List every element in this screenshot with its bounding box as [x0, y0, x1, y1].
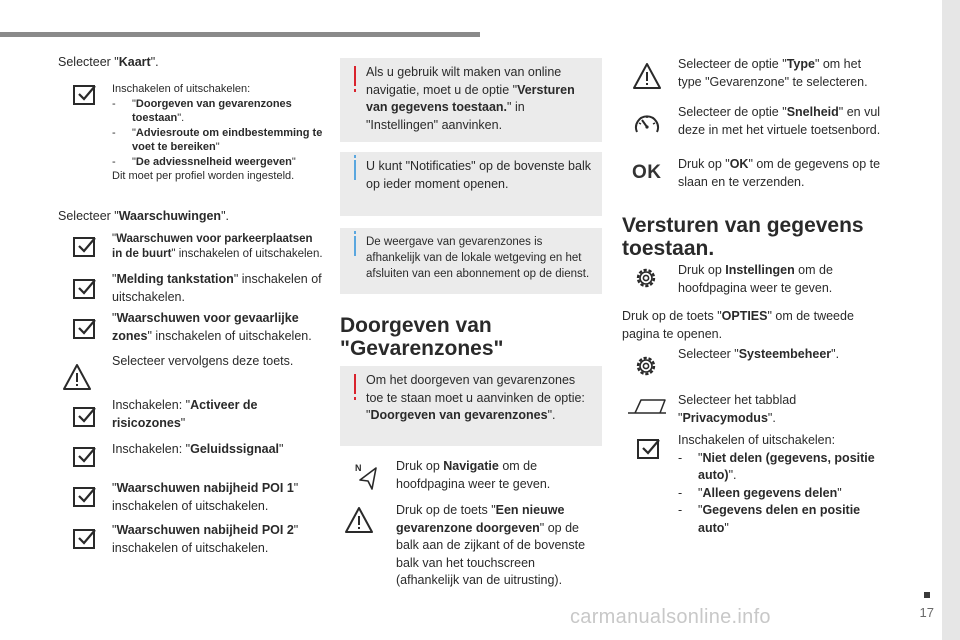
gear-icon: [632, 264, 660, 292]
info-note-notificaties: U kunt "Notificaties" op de bovenste balk op ieder moment openen.: [340, 152, 602, 216]
warning-bar: [354, 374, 356, 394]
checkbox-icon: [636, 436, 662, 462]
list-item: - "Adviesroute om eindbestemming te voet te bereiken": [112, 126, 323, 154]
side-marker: [924, 592, 930, 598]
vervolgens-text: Selecteer vervolgens deze toets.: [112, 354, 294, 368]
type-option: Selecteer de optie "Type" om het type "Gevarenzone" te selecteren.: [678, 57, 868, 89]
systeembeheer-text: Selecteer "Systeembeheer".: [678, 347, 840, 361]
nieuwe-gevarenzone-text: Druk op de toets "Een nieuwe gevarenzone doorgeven" op de balk aan de zijkant of de bovenste balk van het touchscreen (afhankelijk van de uitrusting).: [396, 503, 586, 587]
page-number: 17: [919, 605, 934, 620]
watermark: carmanualsonline.info: [570, 606, 771, 628]
info-note-weergave: De weergave van gevarenzones is afhankelijk van de lokale wetgeving en het afsluiten van een abonnement op de dienst.: [340, 228, 602, 294]
checkbox-icon: [72, 316, 98, 342]
info-bar: [354, 160, 356, 180]
info-bar: [354, 236, 356, 256]
navigatie-text: Druk op Navigatie om de hoofdpagina weer te geven.: [396, 459, 551, 491]
tab-icon: [626, 396, 668, 416]
privacy-options: [678, 432, 888, 537]
list-item: - "Doorgeven van gevarenzones toestaan".: [112, 97, 292, 125]
list-item: - "Alleen gegevens delen": [678, 485, 842, 500]
opties-text: Druk op de toets "OPTIES" om de tweede pagina te openen.: [622, 309, 854, 341]
kaart-options: [112, 82, 324, 184]
side-strip: [942, 0, 960, 640]
poi1-option: "Waarschuwen nabijheid POI 1" inschakelen of uitschakelen.: [112, 481, 299, 513]
ok-icon: OK: [632, 162, 662, 183]
gear-icon: [632, 352, 660, 380]
list-item: - "Niet delen (gegevens, positie auto)".: [678, 450, 875, 482]
warning-note-online: Als u gebruik wilt maken van online navigatie, moet u de optie "Versturen van gegevens toestaan." in "Instellingen" aanvinken.: [340, 58, 602, 142]
risicozones-option: Inschakelen: "Activeer de risicozones": [112, 398, 258, 430]
checkbox-icon: [72, 404, 98, 430]
geluid-option: Inschakelen: "Geluidssignaal": [112, 442, 284, 456]
options-intro: Inschakelen of uitschakelen:: [678, 433, 836, 447]
svg-text:N: N: [355, 463, 362, 473]
snelheid-option: Selecteer de optie "Snelheid" en vul deze in met het virtuele toetsenbord.: [678, 105, 881, 137]
ok-text: Druk op "OK" om de gegevens op te slaan en te verzenden.: [678, 157, 881, 189]
warning-note-doorgeven: Om het doorgeven van gevarenzones toe te staan moet u aanvinken de optie: "Doorgeven van gevarenzones".: [340, 366, 602, 446]
options-note: Dit moet per profiel worden ingesteld.: [112, 170, 295, 183]
checkbox-icon: [72, 234, 98, 260]
checkbox-icon: [72, 82, 98, 108]
speedometer-icon: [632, 110, 662, 140]
top-rule: [0, 32, 480, 37]
warning-triangle-icon: [344, 506, 374, 534]
section-heading-gevarenzones: Doorgeven van "Gevarenzones": [340, 314, 504, 361]
list-item: - "De adviessnelheid weergeven": [112, 155, 296, 168]
gevaarlijke-option: "Waarschuwen voor gevaarlijke zones" inschakelen of uitschakelen.: [112, 311, 312, 343]
checkbox-icon: [72, 484, 98, 510]
checkbox-icon: [72, 276, 98, 302]
select-waarschuwingen: Selecteer "Waarschuwingen".: [58, 209, 229, 223]
tankstation-option: "Melding tankstation" inschakelen of uitschakelen.: [112, 272, 322, 304]
options-intro: Inschakelen of uitschakelen:: [112, 83, 251, 95]
checkbox-icon: [72, 444, 98, 470]
warning-triangle-icon: [632, 62, 662, 90]
poi2-option: "Waarschuwen nabijheid POI 2" inschakelen of uitschakelen.: [112, 523, 299, 555]
checkbox-icon: [72, 526, 98, 552]
privacy-tab-text: Selecteer het tabblad "Privacymodus".: [678, 393, 797, 425]
navigation-icon: [354, 462, 380, 490]
select-kaart: Selecteer "Kaart".: [58, 55, 159, 69]
list-item: - "Gegevens delen en positie auto": [678, 503, 861, 535]
warning-triangle-icon: [62, 363, 92, 391]
parkeer-option: "Waarschuwen voor parkeerplaatsen in de buurt" inschakelen of uitschakelen.: [112, 233, 323, 261]
instellingen-text: Druk op Instellingen om de hoofdpagina weer te geven.: [678, 263, 833, 295]
warning-bar: [354, 66, 356, 86]
section-heading-versturen: Versturen van gegevens toestaan.: [622, 214, 864, 261]
